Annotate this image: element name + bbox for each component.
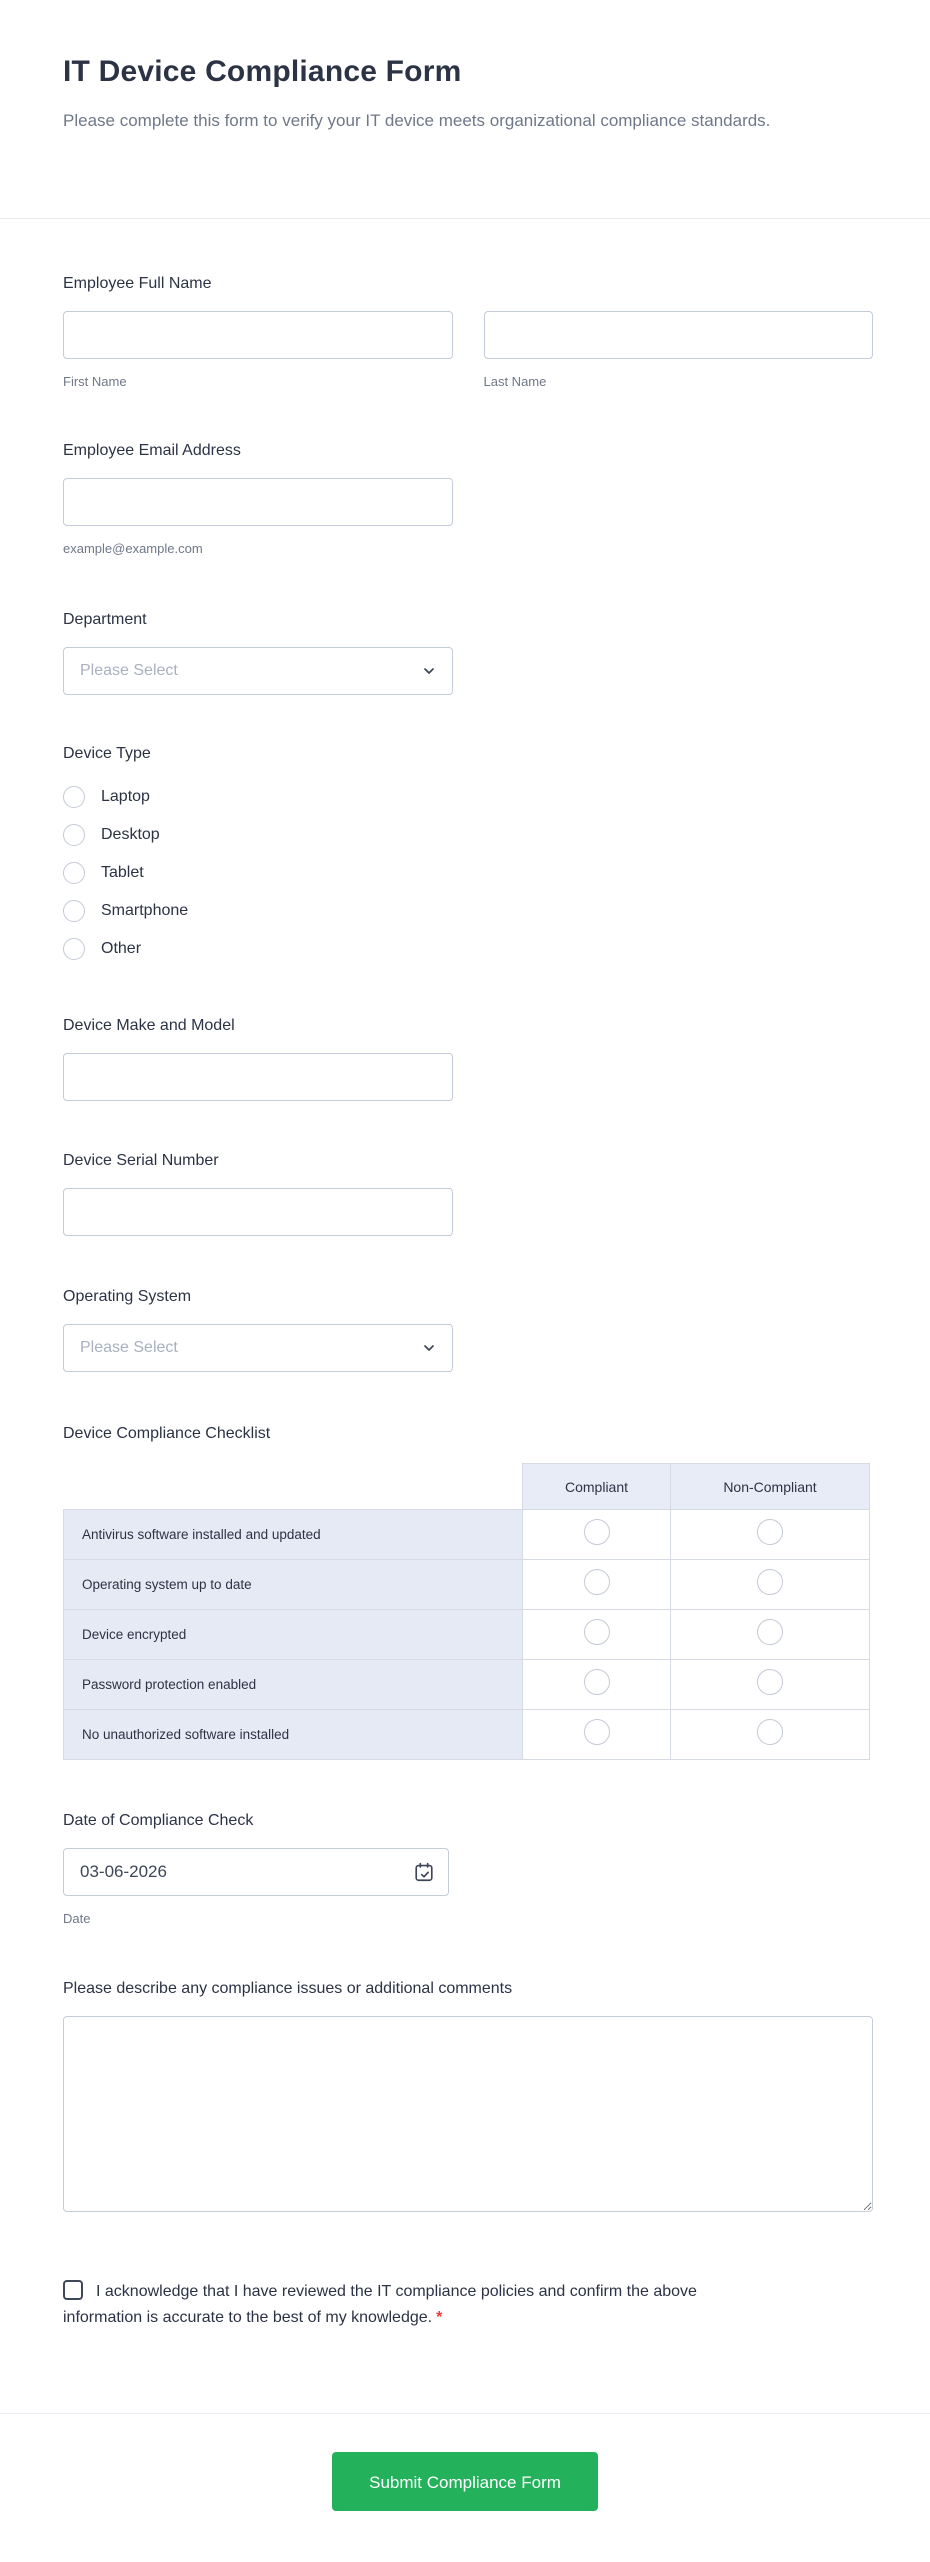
submit-bar <box>0 2413 930 2559</box>
required-asterisk: * <box>436 2309 443 2326</box>
department-select-value: Please Select <box>80 662 178 679</box>
email-input[interactable] <box>63 478 453 526</box>
operating-system-label: Operating System <box>63 1288 192 1305</box>
checklist-header-row <box>64 1464 870 1510</box>
device-type-options <box>63 785 873 961</box>
department-select[interactable] <box>63 647 453 695</box>
question-full-name <box>63 273 873 390</box>
question-operating-system <box>63 1286 873 1372</box>
make-model-label: Device Make and Model <box>63 1017 235 1034</box>
checklist-col-compliant: Compliant <box>523 1464 671 1510</box>
checklist-row4-compliant-radio[interactable] <box>584 1669 610 1695</box>
tablet-radio-label: Tablet <box>101 864 144 881</box>
make-model-input[interactable] <box>63 1053 453 1101</box>
acknowledgment-checkbox[interactable] <box>63 2280 83 2300</box>
page-subtitle: Please complete this form to verify your IT device meets organizational compliance standards. <box>63 111 771 130</box>
operating-system-select-value: Please Select <box>80 1339 178 1356</box>
question-serial-number <box>63 1150 873 1236</box>
form-body <box>0 273 930 2331</box>
laptop-radio-label: Laptop <box>101 788 150 805</box>
checklist-row5-label: No unauthorized software installed <box>64 1710 523 1760</box>
operating-system-select[interactable] <box>63 1324 453 1372</box>
acknowledgment-text: I acknowledge that I have reviewed the IT compliance policies and confirm the above information is accurate to the best of my knowledge. <box>63 2283 697 2326</box>
acknowledgment <box>63 2279 753 2331</box>
date-label: Date of Compliance Check <box>63 1812 254 1829</box>
full-name-label: Employee Full Name <box>63 275 212 292</box>
last-name-sublabel: Last Name <box>483 374 547 389</box>
desktop-radio-label: Desktop <box>101 826 160 843</box>
checklist-row3-noncompliant-radio[interactable] <box>757 1619 783 1645</box>
date-value: 03-06-2026 <box>80 1862 167 1881</box>
submit-button[interactable]: Submit Compliance Form <box>332 2452 598 2511</box>
checklist-row3-compliant-radio[interactable] <box>584 1619 610 1645</box>
chevron-down-icon <box>421 663 437 679</box>
smartphone-radio[interactable] <box>63 900 85 922</box>
checklist-label: Device Compliance Checklist <box>63 1425 271 1442</box>
device-type-option-tablet[interactable] <box>63 861 873 885</box>
form-header <box>0 0 930 219</box>
first-name-input[interactable] <box>63 311 453 359</box>
table-row <box>64 1610 870 1660</box>
checklist-row3-label: Device encrypted <box>64 1610 523 1660</box>
checklist-row1-noncompliant-radio[interactable] <box>757 1519 783 1545</box>
device-type-option-other[interactable] <box>63 937 873 961</box>
email-sublabel: example@example.com <box>63 541 203 556</box>
checklist-matrix <box>63 1463 870 1760</box>
last-name-input[interactable] <box>484 311 874 359</box>
question-email <box>63 440 873 557</box>
table-row <box>64 1560 870 1610</box>
email-label: Employee Email Address <box>63 442 241 459</box>
comments-textarea[interactable] <box>63 2016 873 2212</box>
department-label: Department <box>63 611 147 628</box>
other-radio-label: Other <box>101 940 142 957</box>
date-input[interactable] <box>63 1848 449 1896</box>
serial-number-label: Device Serial Number <box>63 1152 219 1169</box>
checklist-corner-cell <box>64 1464 523 1510</box>
checklist-col-noncompliant: Non-Compliant <box>671 1464 870 1510</box>
table-row <box>64 1660 870 1710</box>
page-title: IT Device Compliance Form <box>63 55 462 88</box>
date-sublabel: Date <box>63 1911 91 1926</box>
device-type-option-laptop[interactable] <box>63 785 873 809</box>
desktop-radio[interactable] <box>63 824 85 846</box>
comments-label: Please describe any compliance issues or additional comments <box>63 1980 513 1997</box>
table-row <box>64 1710 870 1760</box>
serial-number-input[interactable] <box>63 1188 453 1236</box>
question-comments <box>63 1978 873 2212</box>
table-row <box>64 1510 870 1560</box>
calendar-check-icon[interactable] <box>413 1861 435 1883</box>
tablet-radio[interactable] <box>63 862 85 884</box>
checklist-row5-compliant-radio[interactable] <box>584 1719 610 1745</box>
question-make-model <box>63 1015 873 1101</box>
checklist-row2-compliant-radio[interactable] <box>584 1569 610 1595</box>
device-type-option-desktop[interactable] <box>63 823 873 847</box>
checklist-row1-compliant-radio[interactable] <box>584 1519 610 1545</box>
checklist-row1-label: Antivirus software installed and updated <box>64 1510 523 1560</box>
device-type-option-smartphone[interactable] <box>63 899 873 923</box>
laptop-radio[interactable] <box>63 786 85 808</box>
other-radio[interactable] <box>63 938 85 960</box>
checklist-row2-noncompliant-radio[interactable] <box>757 1569 783 1595</box>
checklist-row4-label: Password protection enabled <box>64 1660 523 1710</box>
question-date <box>63 1810 873 1927</box>
question-department <box>63 609 873 695</box>
device-type-label: Device Type <box>63 745 151 762</box>
first-name-sublabel: First Name <box>63 374 127 389</box>
smartphone-radio-label: Smartphone <box>101 902 189 919</box>
chevron-down-icon <box>421 1340 437 1356</box>
checklist-row5-noncompliant-radio[interactable] <box>757 1719 783 1745</box>
checklist-row4-noncompliant-radio[interactable] <box>757 1669 783 1695</box>
question-checklist <box>63 1423 873 1760</box>
question-device-type <box>63 743 873 961</box>
checklist-row2-label: Operating system up to date <box>64 1560 523 1610</box>
